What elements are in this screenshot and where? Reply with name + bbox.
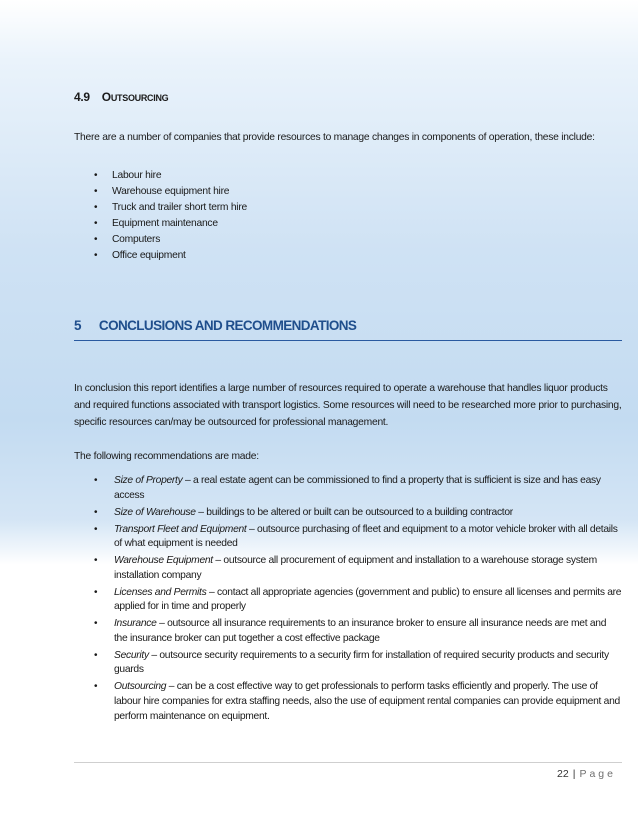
recommendation-term: Warehouse Equipment <box>114 555 213 567</box>
list-item <box>74 554 622 583</box>
section-title-rest: UTSOURCING <box>110 93 169 103</box>
page-separator: | <box>572 768 576 780</box>
page-label: Page <box>579 768 616 780</box>
recommendation-term: Outsourcing <box>114 681 167 693</box>
list-item <box>74 586 622 615</box>
recommendations-list <box>74 474 622 727</box>
recommendation-term: Security <box>114 649 149 661</box>
recommendation-text: – buildings to be altered or built can be outsourced to a building contractor <box>195 506 513 518</box>
recommendation-term: Insurance <box>114 618 157 630</box>
list-item: • Computers <box>74 232 247 248</box>
list-item: • Labour hire <box>74 168 247 184</box>
footer-divider <box>74 762 622 763</box>
recommendation-text: – outsource purchasing of fleet and equipment to a motor vehicle broker with all details of what equipment is needed <box>114 523 618 550</box>
recommendation-text: – contact all appropriate agencies (government and public) to ensure all licenses and permits are applied for in time and properly <box>114 586 622 613</box>
list-item <box>74 474 622 503</box>
list-item <box>74 523 622 552</box>
list-item <box>74 680 622 724</box>
section-4-9-heading <box>74 90 168 104</box>
list-item <box>74 649 622 678</box>
list-item: • Office equipment <box>74 248 247 264</box>
conclusion-paragraph: In conclusion this report identifies a large number of resources required to operate a warehouse that handles liquor products and required functions associated with transport logistics. Some resources will need to be researched more prior to purchasing, specific resources can/may be outsourced for professional management. <box>74 383 622 428</box>
section-5-heading <box>74 318 356 333</box>
recommendation-text: – outsource all procurement of equipment and installation to a warehouse storage system installation company <box>114 555 597 581</box>
recommendation-text: – can be a cost effective way to get professionals to perform tasks efficiently and properly. The use of labour hire companies for extra staffing needs, also the use of equipment rental companies can provide equipment and perform maintenance on equipment. <box>114 681 620 722</box>
section-title-initial: O <box>101 90 111 104</box>
list-item <box>74 506 622 521</box>
outsourcing-intro: There are a number of companies that provide resources to manage changes in components of operation, these include: <box>74 132 595 143</box>
heading-underline <box>74 340 622 341</box>
recommendation-term: Transport Fleet and Equipment <box>114 523 247 535</box>
page-number <box>557 768 616 780</box>
page-number-value: 22 <box>557 768 569 780</box>
recommendation-term: Size of Property <box>114 475 183 486</box>
section-number: 5 <box>74 318 81 333</box>
recommendation-term: Size of Warehouse <box>114 506 196 518</box>
recommendation-text: – a real estate agent can be commissioned to find a property that is sufficient is size and has easy access <box>114 475 601 501</box>
outsourcing-list <box>74 168 247 264</box>
recommendations-lead: The following recommendations are made: <box>74 451 259 462</box>
recommendation-text: – outsource all insurance requirements to an insurance broker to ensure all insurance needs are met and the insurance broker can put together a cost effective package <box>114 618 607 644</box>
section-number: 4.9 <box>74 90 90 104</box>
section-title: CONCLUSIONS AND RECOMMENDATIONS <box>98 318 357 333</box>
list-item: • Warehouse equipment hire <box>74 184 247 200</box>
recommendation-text: – outsource security requirements to a security firm for installation of required security products and security guards <box>114 649 609 676</box>
list-item <box>74 617 622 646</box>
list-item: • Equipment maintenance <box>74 216 247 232</box>
list-item: • Truck and trailer short term hire <box>74 200 247 216</box>
recommendation-term: Licenses and Permits <box>114 586 207 598</box>
